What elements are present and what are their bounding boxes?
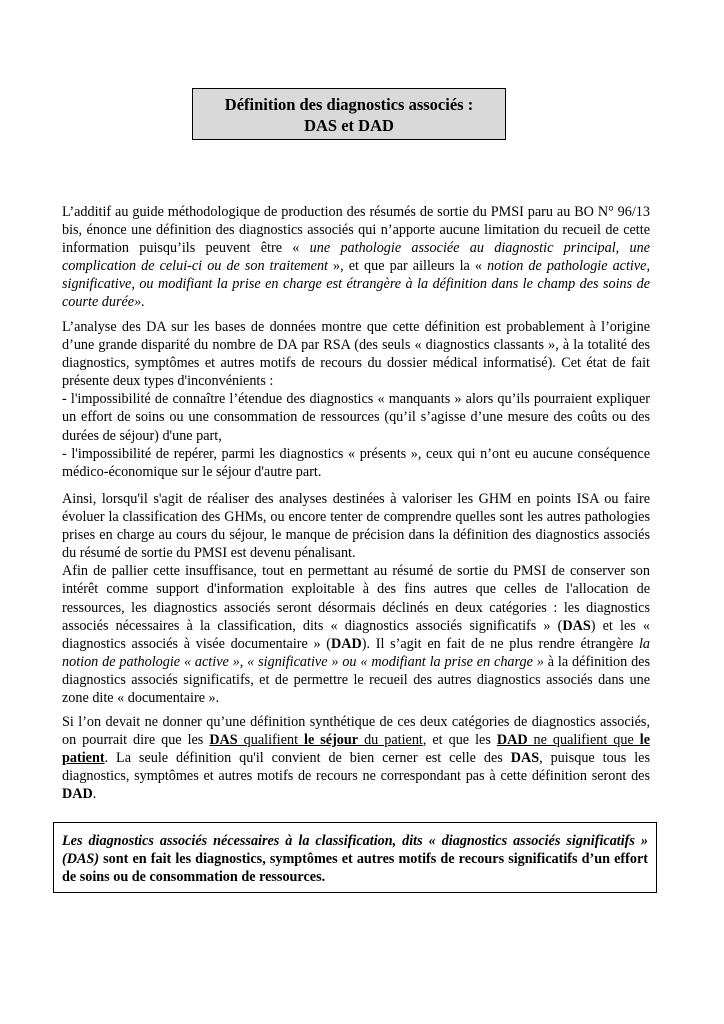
paragraph-2 <box>62 318 650 481</box>
p3-italic: la notion de pathologie « active », « significative » ou « modifiant la prise en charge » <box>62 635 650 670</box>
p3-text-a: Afin de pallier cette insuffisance, tout en permettant au résumé de sortie du PMSI de conserver son intérêt comme support d'information exploitable à des fins autres que celles de l'allocation de ressources, les diagnostics associés seront désormais déclinés en deux catégories : les diagnostics associés nécessaires à la classification, dits « diagnostics associés significatifs » ( <box>62 563 650 634</box>
p3-dad: DAD <box>331 635 362 652</box>
p4-end: . <box>92 786 97 803</box>
title-box <box>192 88 506 140</box>
paragraph-3 <box>62 490 650 707</box>
p3-das: DAS <box>562 617 591 634</box>
definition-italic: Les diagnostics associés nécessaires à la classification, dits « diagnostics associés significatifs » (DAS) <box>62 833 648 868</box>
p1-italic-a: une pathologie associée au diagnostic principal, une complication de celui-ci ou de son traitement <box>62 240 650 275</box>
definition-box <box>53 822 657 893</box>
p4-ne-qualifient: ne qualifient que <box>527 732 640 749</box>
p4-patient: le patient <box>62 732 650 767</box>
paragraph-1 <box>62 203 650 312</box>
p3-text-c: ). Il s’agit en fait de ne plus rendre étrangère <box>361 635 639 652</box>
p4-text-a: Si l’on devait ne donner qu’une définition synthétique de ces deux catégories de diagnostics associés, on pourrait dire que les <box>62 714 650 749</box>
paragraph-3-text-2 <box>62 562 650 707</box>
p4-dad: DAD <box>496 732 528 749</box>
p4-text-d: , puisque tous les diagnostics, symptômes et autres motifs de recours ne correspondant pas à cette définition seront des <box>62 750 650 785</box>
definition-bold: sont en fait les diagnostics, symptômes et autres motifs de recours significatifs d’un effort de soins ou de consommation de ressources. <box>62 851 648 886</box>
p4-qualifient: qualifient <box>237 732 305 749</box>
paragraph-2-item-2: - l'impossibilité de repérer, parmi les diagnostics « présents », ceux qui n’ont eu aucune conséquence médico-économique sur le séjour d'autre part. <box>62 445 650 480</box>
p4-dad-2: DAD <box>62 786 93 803</box>
paragraph-2-intro: L’analyse des DA sur les bases de données montre que cette définition est probablement à l’origine d’une grande disparité du nombre de DA par RSA (des seuls « diagnostics classants », à la totalité des diagnostics, symptômes et autres motifs de recours du dossier médical informatisé). Cet état de fait présente deux types d'inconvénients : <box>62 319 650 390</box>
paragraph-1-text <box>62 203 650 312</box>
title-line-2: DAS et DAD <box>304 116 394 135</box>
p3-text-b: ) et les « diagnostics associés à visée documentaire » ( <box>62 617 650 652</box>
p4-das: DAS <box>209 732 238 749</box>
p4-du-patient: du patient <box>358 732 423 749</box>
p3-text-d: à la définition des diagnostics associés significatifs, et de permettre le recueil des autres diagnostics associés dans une zone dite « documentaire ». <box>62 653 650 707</box>
paragraph-2-item-1: - l'impossibilité de connaître l’étendue des diagnostics « manquants » alors qu’ils pourraient expliquer un effort de soins ou une consommation de ressources (qu’il s’agisse d’une mesure des coûts ou des durées de séjour) d'une part, <box>62 391 650 444</box>
p1-italic-b: notion de pathologie active, significative, ou modifiant la prise en charge est étrangère à la définition dans le champ des soins de courte durée». <box>62 258 650 311</box>
paragraph-4 <box>62 713 650 803</box>
p4-das-2: DAS <box>510 750 540 767</box>
p4-text-c: . La seule définition qu'il convient de bien cerner est celle des <box>104 750 511 767</box>
paragraph-3-text-1: Ainsi, lorsqu'il s'agit de réaliser des analyses destinées à valoriser les GHM en points ISA ou faire évoluer la classification des GHMs, ou encore tenter de comprendre quelles sont les autres pathologies prises en charge au cours du séjour, le manque de précision dans la définition des diagnostics associés du résumé de sortie du PMSI est devenu pénalisant. <box>62 491 650 562</box>
p1-text-a: L’additif au guide méthodologique de production des résumés de sortie du PMSI paru au BO N° 96/13 bis, énonce une définition des diagnostics associés qui n’apporte aucune limitation du recueil de cette information puisqu’ils peuvent être « <box>62 204 650 257</box>
p4-text-b: , et que les <box>422 732 497 749</box>
p4-sejour: le séjour <box>304 732 359 749</box>
p1-text-b: », et que par ailleurs la « <box>327 258 488 275</box>
title-line-1: Définition des diagnostics associés : <box>224 95 474 114</box>
paragraph-4-text <box>62 713 650 803</box>
